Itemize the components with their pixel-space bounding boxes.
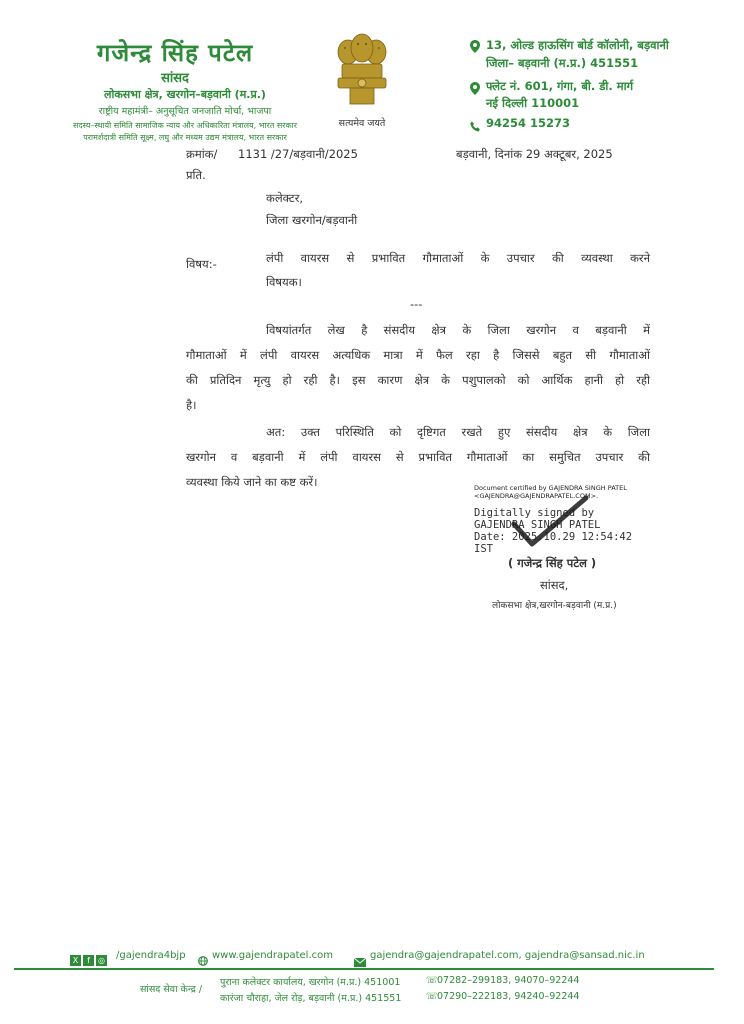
para1-line-3: की प्रतिदिन मृत्यु हो रही है। इस कारण क्षेत्र के पशुपालको को आर्थिक हानी हो रही bbox=[186, 373, 650, 387]
constituency: लोकसभा क्षेत्र, खरगोन–बड़वानी (म.प्र.) bbox=[104, 88, 266, 101]
subject-line-2: विषयक। bbox=[266, 275, 302, 289]
emblem-motto: सत्यमेव जयते bbox=[338, 118, 386, 129]
social-handle[interactable]: /gajendra4bjp bbox=[116, 950, 186, 961]
email-links[interactable]: gajendra@gajendrapatel.com, gajendra@sansad.nic.in bbox=[370, 950, 645, 961]
subject-line-1: लंपी वायरस से प्रभावित गौमाताओं के उपचार की व्यवस्था करने bbox=[266, 251, 650, 265]
para1-line-1: विषयांतर्गत लेख है संसदीय क्षेत्र के जिला खरगोन व बड़वानी में bbox=[266, 323, 650, 337]
location-pin-icon bbox=[470, 38, 480, 57]
address2-line1: फ्लेट नं. 601, गंगा, बी. डी. मार्ग bbox=[486, 79, 634, 93]
office-2-phone: 07290–222183, 94240–92244 bbox=[437, 991, 580, 1002]
separator: --- bbox=[410, 297, 423, 311]
digital-line-3: Date: 2025.10.29 12:54:42 bbox=[474, 531, 633, 543]
office-1-phone: 07282–299183, 94070–92244 bbox=[437, 975, 580, 986]
phone-number: 94254 15273 bbox=[486, 116, 571, 130]
digital-line-4: IST bbox=[474, 543, 493, 555]
website-link[interactable]: www.gajendrapatel.com bbox=[212, 950, 333, 961]
x-icon: X bbox=[70, 955, 81, 966]
address1-line2: जिला– बड़वानी (म.प्र.) 451551 bbox=[486, 56, 639, 70]
place-date: बड़वानी, दिनांक 29 अक्टूबर, 2025 bbox=[456, 147, 613, 161]
social-icons bbox=[70, 950, 109, 969]
signature-checkmark-icon bbox=[510, 494, 590, 554]
office-2-address: कारंजा चौराहा, जेल रोड़, बड़वानी (म.प्र.) 451551 bbox=[220, 993, 402, 1004]
recipient-place: जिला खरगोन/बड़वानी bbox=[266, 213, 358, 227]
para2-line-1: अत: उक्त परिस्थिति को दृष्टिगत रखते हुए संसदीय क्षेत्र के जिला bbox=[266, 425, 650, 439]
office-1-phone-icon: ☏ bbox=[426, 975, 438, 986]
subject-label: विषय:- bbox=[186, 257, 217, 271]
address1-line1: 13, ओल्ड हाऊसिंग बोर्ड कॉलोनी, बड़वानी bbox=[486, 38, 669, 52]
committee-2: परामर्शदात्री समिति सूक्ष्म, लघु और मध्यम उद्यम मंत्रालय, भारत सरकार bbox=[83, 133, 287, 142]
signatory-name: ( गजेन्द्र सिंह पटेल ) bbox=[508, 556, 597, 570]
para1-line-4: है। bbox=[186, 398, 197, 412]
instagram-icon: ◎ bbox=[96, 955, 107, 966]
location-pin-icon bbox=[470, 80, 480, 99]
digital-line-2: GAJENDRA SINGH PATEL bbox=[474, 519, 601, 531]
para1-line-2: गौमाताओं में लंपी वायरस अत्यधिक मात्रा में फैल रहा है जिससे बहुत सी गौमाताओं bbox=[186, 348, 650, 362]
ref-number: 1131 /27/बड़वानी/2025 bbox=[238, 147, 358, 161]
address2-line2: नई दिल्ली 110001 bbox=[486, 96, 580, 110]
committee-1: सदस्य–स्थायी समिति सामाजिक न्याय और अधिकारिता मंत्रालय, भारत सरकार bbox=[72, 121, 298, 130]
service-center-label: सांसद सेवा केन्द्र / bbox=[140, 984, 203, 995]
sender-post: सांसद bbox=[161, 71, 189, 86]
party-role: राष्ट्रीय महामंत्री– अनुसूचित जनजाति मोर्चा, भाजपा bbox=[98, 106, 272, 117]
office-2-phone-icon: ☏ bbox=[426, 991, 438, 1002]
sender-name: गजेन्द्र सिंह पटेल bbox=[96, 39, 254, 67]
digital-line-1: Digitally signed by bbox=[474, 507, 595, 519]
facebook-icon: f bbox=[83, 955, 94, 966]
footer-divider bbox=[14, 968, 714, 970]
phone-icon bbox=[470, 117, 481, 136]
office-1-address: पुराना कलेक्टर कार्यालय, खरगोन (म.प्र.) 451001 bbox=[220, 977, 401, 988]
national-emblem bbox=[328, 26, 396, 116]
signatory-post: सांसद, bbox=[540, 578, 569, 592]
cert-line-1: Document certified by GAJENDRA SINGH PATEL bbox=[474, 484, 627, 492]
to-label: प्रति. bbox=[186, 168, 206, 182]
cert-line-2: <GAJENDRA@GAJENDRAPATEL.COM>. bbox=[474, 492, 599, 500]
para2-line-2: खरगोन व बड़वानी में लंपी वायरस से प्रभावित गौमाताओं का समुचित उपचार की bbox=[186, 450, 650, 464]
para2-line-3: व्यवस्था किये जाने का कष्ट करें। bbox=[186, 475, 318, 489]
signatory-constituency: लोकसभा क्षेत्र,खरगोन-बड़वानी (म.प्र.) bbox=[492, 601, 617, 611]
recipient-title: कलेक्टर, bbox=[266, 191, 304, 205]
ref-label: क्रमांक/ bbox=[186, 147, 218, 161]
